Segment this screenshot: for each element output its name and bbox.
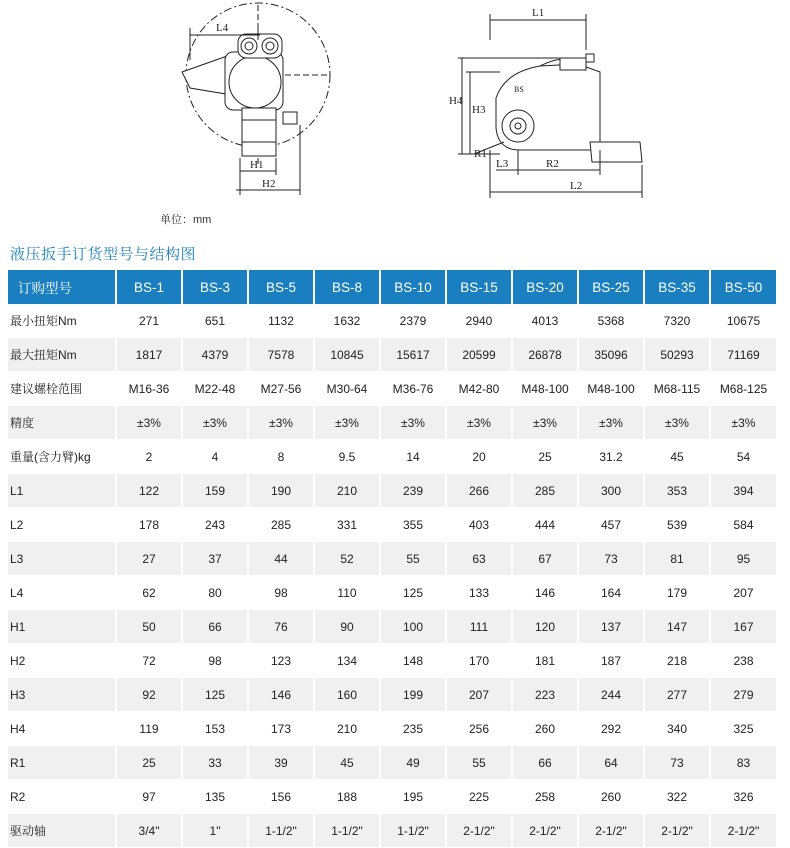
dim-label-r2: R2: [546, 158, 559, 170]
table-cell: 90: [314, 610, 380, 644]
table-cell: 71169: [710, 338, 776, 372]
table-cell: 54: [710, 440, 776, 474]
table-row: [8, 542, 776, 576]
table-cell: 50: [116, 610, 182, 644]
table-cell: 98: [182, 644, 248, 678]
table-cell: 73: [644, 746, 710, 780]
table-cell: 239: [380, 474, 446, 508]
table-cell: 50293: [644, 338, 710, 372]
table-cell: 5368: [578, 304, 644, 338]
column-header-bs-3: BS-3: [182, 270, 248, 304]
table-cell: 210: [314, 474, 380, 508]
table-cell: M48-100: [512, 372, 578, 406]
table-cell: 25: [512, 440, 578, 474]
table-cell: 55: [380, 542, 446, 576]
table-cell: 178: [116, 508, 182, 542]
table-cell: ±3%: [116, 406, 182, 440]
table-cell: 39: [248, 746, 314, 780]
table-cell: 243: [182, 508, 248, 542]
table-cell: 62: [116, 576, 182, 610]
dim-label-h2: H2: [262, 178, 276, 190]
table-cell: 156: [248, 780, 314, 814]
table-cell: ±3%: [248, 406, 314, 440]
table-cell: 73: [578, 542, 644, 576]
table-cell: 331: [314, 508, 380, 542]
table-row: [8, 644, 776, 678]
table-cell: 1-1/2": [248, 814, 314, 848]
column-header-bs-10: BS-10: [380, 270, 446, 304]
table-cell: 300: [578, 474, 644, 508]
table-cell: 4013: [512, 304, 578, 338]
table-cell: 7320: [644, 304, 710, 338]
table-cell: 285: [512, 474, 578, 508]
table-cell: 134: [314, 644, 380, 678]
dim-label-h4: H4: [449, 95, 463, 107]
table-cell: 7578: [248, 338, 314, 372]
table-cell: M16-36: [116, 372, 182, 406]
table-cell: 223: [512, 678, 578, 712]
table-cell: 1132: [248, 304, 314, 338]
table-cell: 403: [446, 508, 512, 542]
table-cell: 258: [512, 780, 578, 814]
dim-label-r1: R1: [474, 148, 487, 160]
table-cell: ±3%: [710, 406, 776, 440]
table-cell: 1": [182, 814, 248, 848]
table-cell: 92: [116, 678, 182, 712]
table-cell: ±3%: [182, 406, 248, 440]
table-cell: 97: [116, 780, 182, 814]
table-cell: 135: [182, 780, 248, 814]
table-row: [8, 678, 776, 712]
table-cell: 235: [380, 712, 446, 746]
table-cell: 15617: [380, 338, 446, 372]
table-cell: 147: [644, 610, 710, 644]
table-cell: 64: [578, 746, 644, 780]
table-cell: 2-1/2": [578, 814, 644, 848]
column-header-bs-8: BS-8: [314, 270, 380, 304]
row-label: 驱动轴: [8, 814, 116, 848]
wrench-dimension-diagrams: [0, 0, 790, 235]
table-cell: 2940: [446, 304, 512, 338]
table-cell: 353: [644, 474, 710, 508]
table-cell: M48-100: [578, 372, 644, 406]
dim-label-l2: L2: [570, 180, 583, 192]
table-cell: 72: [116, 644, 182, 678]
table-cell: 1817: [116, 338, 182, 372]
table-cell: 188: [314, 780, 380, 814]
table-cell: 159: [182, 474, 248, 508]
table-cell: 2: [116, 440, 182, 474]
table-cell: 277: [644, 678, 710, 712]
table-row: [8, 474, 776, 508]
table-cell: 37: [182, 542, 248, 576]
table-cell: 31.2: [578, 440, 644, 474]
row-label: L4: [8, 576, 116, 610]
table-cell: 457: [578, 508, 644, 542]
row-label: L3: [8, 542, 116, 576]
side-view-diagram: [458, 14, 642, 198]
table-cell: 160: [314, 678, 380, 712]
table-cell: 539: [644, 508, 710, 542]
dim-label-h3: H3: [472, 104, 486, 116]
table-cell: 2-1/2": [512, 814, 578, 848]
table-cell: 35096: [578, 338, 644, 372]
table-cell: 81: [644, 542, 710, 576]
table-cell: 340: [644, 712, 710, 746]
table-cell: 9.5: [314, 440, 380, 474]
row-label: L2: [8, 508, 116, 542]
table-cell: 33: [182, 746, 248, 780]
table-cell: 67: [512, 542, 578, 576]
column-header-bs-5: BS-5: [248, 270, 314, 304]
table-cell: 120: [512, 610, 578, 644]
row-label: 建议螺栓范围: [8, 372, 116, 406]
column-header-bs-35: BS-35: [644, 270, 710, 304]
table-cell: 80: [182, 576, 248, 610]
table-cell: 14: [380, 440, 446, 474]
table-cell: 125: [380, 576, 446, 610]
row-label: 精度: [8, 406, 116, 440]
table-cell: 218: [644, 644, 710, 678]
table-cell: 25: [116, 746, 182, 780]
table-row: [8, 372, 776, 406]
table-cell: ±3%: [644, 406, 710, 440]
table-cell: 55: [446, 746, 512, 780]
table-cell: 170: [446, 644, 512, 678]
row-label: H4: [8, 712, 116, 746]
row-label: H1: [8, 610, 116, 644]
table-row: [8, 610, 776, 644]
table-cell: 187: [578, 644, 644, 678]
table-cell: 225: [446, 780, 512, 814]
table-cell: 190: [248, 474, 314, 508]
row-label: 重量(含力臂)kg: [8, 440, 116, 474]
column-header-bs-50: BS-50: [710, 270, 776, 304]
table-cell: 181: [512, 644, 578, 678]
table-cell: 45: [314, 746, 380, 780]
table-cell: 123: [248, 644, 314, 678]
table-cell: M68-125: [710, 372, 776, 406]
table-cell: 122: [116, 474, 182, 508]
dim-label-bs: BS: [514, 85, 524, 94]
table-cell: 322: [644, 780, 710, 814]
table-cell: 207: [710, 576, 776, 610]
table-cell: 44: [248, 542, 314, 576]
row-label: H3: [8, 678, 116, 712]
table-cell: 66: [182, 610, 248, 644]
row-label: L1: [8, 474, 116, 508]
table-cell: ±3%: [578, 406, 644, 440]
table-cell: ±3%: [446, 406, 512, 440]
table-cell: 444: [512, 508, 578, 542]
table-row: [8, 304, 776, 338]
table-cell: 325: [710, 712, 776, 746]
row-label: H2: [8, 644, 116, 678]
table-cell: M42-80: [446, 372, 512, 406]
table-cell: 210: [314, 712, 380, 746]
column-header-model: 订购型号: [8, 270, 116, 304]
table-cell: ±3%: [512, 406, 578, 440]
column-header-bs-20: BS-20: [512, 270, 578, 304]
table-cell: 119: [116, 712, 182, 746]
table-cell: 651: [182, 304, 248, 338]
table-row: [8, 814, 776, 848]
table-cell: M27-56: [248, 372, 314, 406]
table-row: [8, 440, 776, 474]
row-label: 最大扭矩Nm: [8, 338, 116, 372]
table-cell: 271: [116, 304, 182, 338]
table-cell: 49: [380, 746, 446, 780]
unit-label: 单位：mm: [160, 214, 212, 226]
section-title: 液压扳手订货型号与结构图: [10, 245, 197, 263]
table-cell: 111: [446, 610, 512, 644]
table-cell: 164: [578, 576, 644, 610]
table-cell: 199: [380, 678, 446, 712]
table-cell: 133: [446, 576, 512, 610]
table-cell: 95: [710, 542, 776, 576]
spec-table: [8, 270, 776, 848]
table-cell: 1-1/2": [314, 814, 380, 848]
table-cell: 76: [248, 610, 314, 644]
table-cell: 10845: [314, 338, 380, 372]
table-cell: 292: [578, 712, 644, 746]
table-cell: ±3%: [314, 406, 380, 440]
column-header-bs-25: BS-25: [578, 270, 644, 304]
table-cell: 2-1/2": [644, 814, 710, 848]
table-cell: 137: [578, 610, 644, 644]
table-cell: M68-115: [644, 372, 710, 406]
dim-label-l4: L4: [216, 22, 229, 34]
table-cell: 260: [578, 780, 644, 814]
table-cell: 148: [380, 644, 446, 678]
table-cell: 394: [710, 474, 776, 508]
table-cell: 146: [512, 576, 578, 610]
table-row: [8, 338, 776, 372]
table-cell: 244: [578, 678, 644, 712]
table-cell: 285: [248, 508, 314, 542]
table-row: [8, 406, 776, 440]
table-cell: 173: [248, 712, 314, 746]
table-cell: 3/4": [116, 814, 182, 848]
table-cell: 326: [710, 780, 776, 814]
table-cell: 2-1/2": [446, 814, 512, 848]
table-cell: 27: [116, 542, 182, 576]
table-cell: 20: [446, 440, 512, 474]
table-cell: 1-1/2": [380, 814, 446, 848]
table-cell: 2379: [380, 304, 446, 338]
table-cell: 8: [248, 440, 314, 474]
table-cell: 256: [446, 712, 512, 746]
table-cell: 146: [248, 678, 314, 712]
table-cell: 110: [314, 576, 380, 610]
table-cell: 20599: [446, 338, 512, 372]
table-cell: 125: [182, 678, 248, 712]
column-header-bs-15: BS-15: [446, 270, 512, 304]
dim-label-l1: L1: [532, 7, 545, 19]
table-row: [8, 780, 776, 814]
table-cell: 167: [710, 610, 776, 644]
table-cell: 66: [512, 746, 578, 780]
table-cell: 4379: [182, 338, 248, 372]
table-header-row: [8, 270, 776, 304]
table-cell: M36-76: [380, 372, 446, 406]
table-cell: 260: [512, 712, 578, 746]
table-cell: M22-48: [182, 372, 248, 406]
table-row: [8, 746, 776, 780]
table-cell: 2-1/2": [710, 814, 776, 848]
table-cell: 26878: [512, 338, 578, 372]
table-row: [8, 712, 776, 746]
table-cell: 63: [446, 542, 512, 576]
table-cell: 207: [446, 678, 512, 712]
table-cell: 279: [710, 678, 776, 712]
table-row: [8, 576, 776, 610]
table-cell: ±3%: [380, 406, 446, 440]
table-cell: 98: [248, 576, 314, 610]
table-cell: 179: [644, 576, 710, 610]
table-cell: 4: [182, 440, 248, 474]
table-cell: M30-64: [314, 372, 380, 406]
column-header-bs-1: BS-1: [116, 270, 182, 304]
table-cell: 45: [644, 440, 710, 474]
table-cell: 100: [380, 610, 446, 644]
table-cell: 195: [380, 780, 446, 814]
table-cell: 1632: [314, 304, 380, 338]
row-label: 最小扭矩Nm: [8, 304, 116, 338]
dim-label-h1: H1: [250, 159, 264, 171]
table-row: [8, 508, 776, 542]
table-cell: 153: [182, 712, 248, 746]
table-cell: 52: [314, 542, 380, 576]
table-cell: 584: [710, 508, 776, 542]
row-label: R1: [8, 746, 116, 780]
table-cell: 238: [710, 644, 776, 678]
table-cell: 10675: [710, 304, 776, 338]
table-cell: 83: [710, 746, 776, 780]
table-cell: 266: [446, 474, 512, 508]
dim-label-l3: L3: [496, 158, 509, 170]
row-label: R2: [8, 780, 116, 814]
table-cell: 355: [380, 508, 446, 542]
